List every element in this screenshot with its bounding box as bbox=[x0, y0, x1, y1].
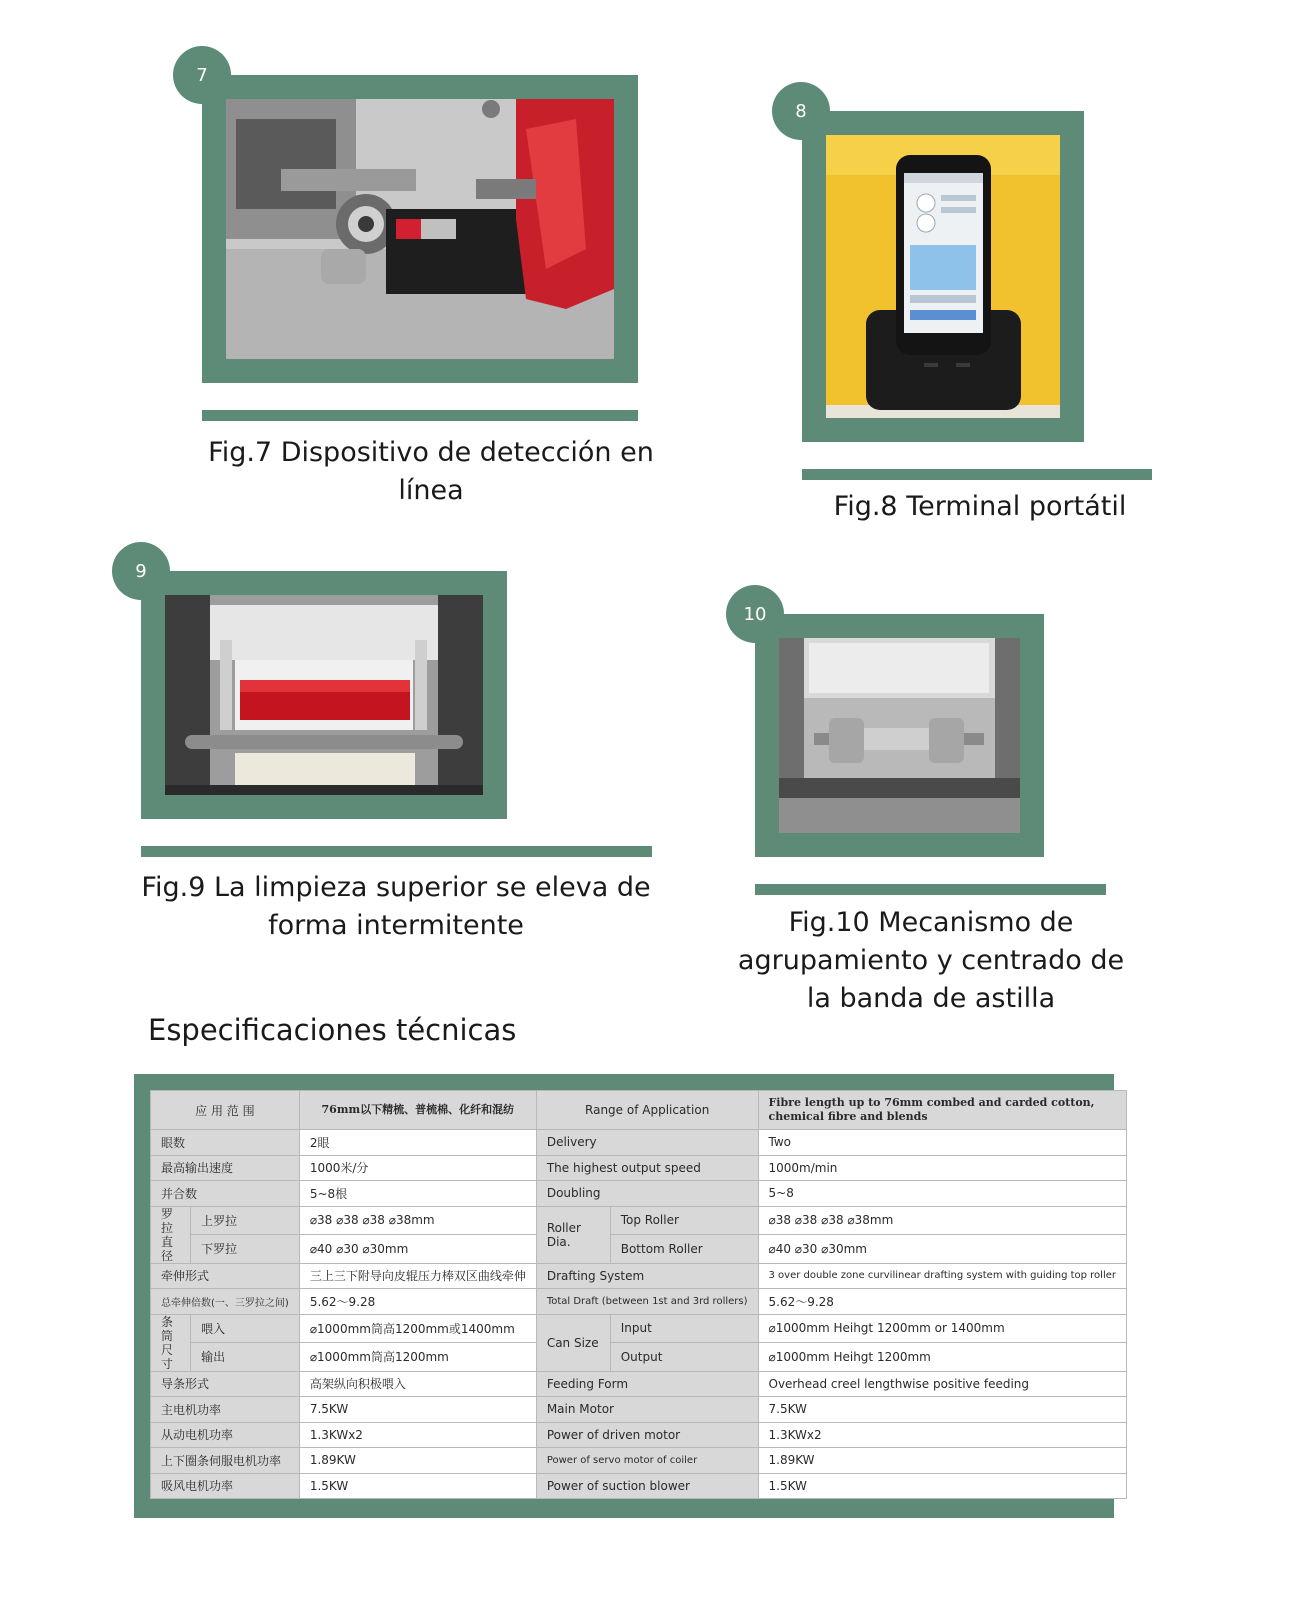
spec-zh-group: 罗拉直径 bbox=[151, 1206, 191, 1263]
spec-zh-label: 眼数 bbox=[151, 1130, 300, 1156]
spec-zh-value: ⌀40 ⌀30 ⌀30mm bbox=[299, 1235, 536, 1264]
table-row bbox=[151, 1473, 1127, 1499]
spec-en-label: Drafting System bbox=[536, 1263, 758, 1289]
table-row bbox=[151, 1314, 1127, 1343]
spec-en-value: ⌀1000mm Heihgt 1200mm bbox=[758, 1343, 1127, 1372]
spec-zh-value: 76mm以下精梳、普梳棉、化纤和混纺 bbox=[299, 1091, 536, 1130]
table-row bbox=[151, 1343, 1127, 1372]
spec-zh-group: 条筒尺寸 bbox=[151, 1314, 191, 1371]
spec-en-label: Delivery bbox=[536, 1130, 758, 1156]
spec-en-label: Main Motor bbox=[536, 1397, 758, 1423]
spec-en-label: Feeding Form bbox=[536, 1371, 758, 1397]
spec-en-label: Bottom Roller bbox=[610, 1235, 758, 1264]
spec-en-label: Power of servo motor of coiler bbox=[536, 1448, 758, 1474]
spec-zh-label: 吸风电机功率 bbox=[151, 1473, 300, 1499]
spec-zh-value: 1000米/分 bbox=[299, 1155, 536, 1181]
figure-number-badge: 9 bbox=[112, 542, 170, 600]
spec-zh-label: 总牵伸倍数(一、三罗拉之间) bbox=[151, 1289, 300, 1315]
figure-caption: Fig.8 Terminal portátil bbox=[833, 491, 1127, 522]
caption-rule bbox=[755, 884, 1106, 895]
spec-en-value: 1.89KW bbox=[758, 1448, 1127, 1474]
spec-en-value: 1000m/min bbox=[758, 1155, 1127, 1181]
spec-en-group: Can Size bbox=[536, 1314, 610, 1371]
spec-header-row bbox=[151, 1091, 1127, 1130]
figure-number-badge: 10 bbox=[726, 585, 784, 643]
caption-rule bbox=[202, 410, 638, 421]
table-row bbox=[151, 1155, 1127, 1181]
figure-number-badge: 7 bbox=[173, 46, 231, 104]
table-row bbox=[151, 1181, 1127, 1207]
spec-zh-label: 下罗拉 bbox=[191, 1235, 300, 1264]
figure-caption: Fig.7 Dispositivo de detección en línea bbox=[208, 437, 654, 506]
spec-en-label: The highest output speed bbox=[536, 1155, 758, 1181]
table-row bbox=[151, 1289, 1127, 1315]
table-row bbox=[151, 1206, 1127, 1235]
spec-zh-label: 上罗拉 bbox=[191, 1206, 300, 1235]
spec-en-value: ⌀1000mm Heihgt 1200mm or 1400mm bbox=[758, 1314, 1127, 1343]
inline-detection-device-photo bbox=[226, 99, 614, 359]
top-cleaning-photo bbox=[165, 595, 483, 795]
spec-table bbox=[150, 1090, 1127, 1499]
spec-zh-value: 1.5KW bbox=[299, 1473, 536, 1499]
spec-en-value: Overhead creel lengthwise positive feeding bbox=[758, 1371, 1127, 1397]
spec-en-label: Top Roller bbox=[610, 1206, 758, 1235]
spec-zh-value: 5.62～9.28 bbox=[299, 1289, 536, 1315]
table-row bbox=[151, 1371, 1127, 1397]
spec-zh-value: 高架纵向积极喂入 bbox=[299, 1371, 536, 1397]
spec-zh-value: ⌀1000mm筒高1200mm bbox=[299, 1343, 536, 1372]
spec-zh-value: 三上三下附导向皮辊压力棒双区曲线牵伸 bbox=[299, 1263, 536, 1289]
spec-zh-value: 2眼 bbox=[299, 1130, 536, 1156]
spec-zh-label: 上下圈条伺服电机功率 bbox=[151, 1448, 300, 1474]
spec-zh-label: 并合数 bbox=[151, 1181, 300, 1207]
spec-zh-value: ⌀1000mm筒高1200mm或1400mm bbox=[299, 1314, 536, 1343]
spec-en-value: 5.62～9.28 bbox=[758, 1289, 1127, 1315]
spec-zh-label: 应 用 范 围 bbox=[151, 1091, 300, 1130]
handheld-terminal-photo bbox=[826, 135, 1060, 418]
spec-en-value: 3 over double zone curvilinear drafting system with guiding top roller bbox=[758, 1263, 1127, 1289]
spec-zh-label: 从动电机功率 bbox=[151, 1422, 300, 1448]
spec-en-label: Power of driven motor bbox=[536, 1422, 758, 1448]
figure-number-badge: 8 bbox=[772, 82, 830, 140]
spec-en-value: 1.5KW bbox=[758, 1473, 1127, 1499]
spec-zh-value: 7.5KW bbox=[299, 1397, 536, 1423]
spec-en-value: 1.3KWx2 bbox=[758, 1422, 1127, 1448]
spec-en-value: 7.5KW bbox=[758, 1397, 1127, 1423]
spec-zh-label: 最高输出速度 bbox=[151, 1155, 300, 1181]
spec-zh-label: 主电机功率 bbox=[151, 1397, 300, 1423]
table-row bbox=[151, 1422, 1127, 1448]
spec-en-value: Two bbox=[758, 1130, 1127, 1156]
spec-zh-value: 1.3KWx2 bbox=[299, 1422, 536, 1448]
spec-zh-value: 5~8根 bbox=[299, 1181, 536, 1207]
spec-en-label: Doubling bbox=[536, 1181, 758, 1207]
spec-en-label: Output bbox=[610, 1343, 758, 1372]
table-row bbox=[151, 1448, 1127, 1474]
spec-zh-value: 1.89KW bbox=[299, 1448, 536, 1474]
figure-caption: Fig.9 La limpieza superior se eleva de forma intermitente bbox=[141, 872, 651, 941]
spec-en-label: Total Draft (between 1st and 3rd rollers) bbox=[536, 1289, 758, 1315]
sliver-centering-mechanism-photo bbox=[779, 638, 1020, 833]
spec-en-label: Input bbox=[610, 1314, 758, 1343]
figure-caption: Fig.10 Mecanismo de agrupamiento y centrado de la banda de astilla bbox=[737, 907, 1125, 1014]
table-row bbox=[151, 1235, 1127, 1264]
table-row bbox=[151, 1130, 1127, 1156]
table-row bbox=[151, 1263, 1127, 1289]
spec-zh-label: 牵伸形式 bbox=[151, 1263, 300, 1289]
spec-en-label: Power of suction blower bbox=[536, 1473, 758, 1499]
spec-en-value: 5~8 bbox=[758, 1181, 1127, 1207]
spec-en-value: ⌀38 ⌀38 ⌀38 ⌀38mm bbox=[758, 1206, 1127, 1235]
spec-en-value: Fibre length up to 76mm combed and carded cotton, chemical fibre and blends bbox=[758, 1091, 1127, 1130]
spec-zh-label: 导条形式 bbox=[151, 1371, 300, 1397]
spec-en-value: ⌀40 ⌀30 ⌀30mm bbox=[758, 1235, 1127, 1264]
spec-zh-label: 输出 bbox=[191, 1343, 300, 1372]
section-title: Especificaciones técnicas bbox=[148, 1013, 517, 1047]
caption-rule bbox=[141, 846, 652, 857]
spec-en-label: Range of Application bbox=[536, 1091, 758, 1130]
spec-zh-label: 喂入 bbox=[191, 1314, 300, 1343]
spec-en-group: Roller Dia. bbox=[536, 1206, 610, 1263]
caption-rule bbox=[802, 469, 1152, 480]
table-row bbox=[151, 1397, 1127, 1423]
spec-zh-value: ⌀38 ⌀38 ⌀38 ⌀38mm bbox=[299, 1206, 536, 1235]
